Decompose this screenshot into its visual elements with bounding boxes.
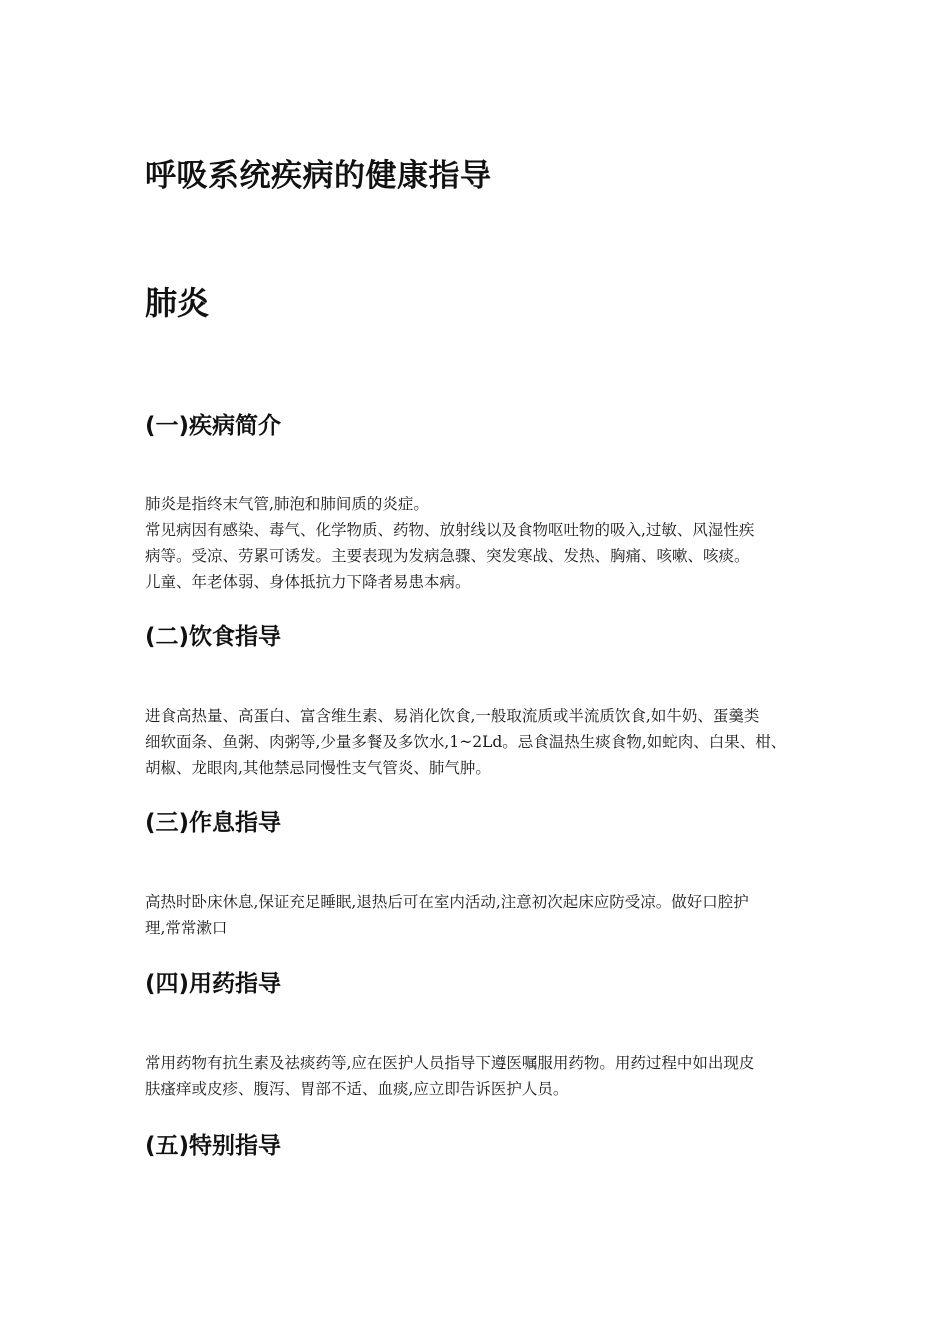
paragraph-line: 胡椒、龙眼肉,其他禁忌同慢性支气管炎、肺气肿。 (145, 759, 491, 777)
paragraph-medication-guidance (145, 1050, 825, 1102)
paragraph-line: 儿童、年老体弱、身体抵抗力下降者易患本病。 (145, 573, 471, 591)
paragraph-line: 进食高热量、高蛋白、富含维生素、易消化饮食,一般取流质或半流质饮食,如牛奶、蛋羹类 (145, 707, 760, 725)
document-title: 呼吸系统疾病的健康指导 (145, 158, 492, 194)
paragraph-disease-intro (145, 491, 825, 595)
paragraph-line: 常见病因有感染、毒气、化学物质、药物、放射线以及食物呕吐物的吸入,过敏、风湿性疾 (145, 521, 755, 539)
paragraph-line: 细软面条、鱼粥、肉粥等,少量多餐及多饮水,1~2Ld。忌食温热生痰食物,如蛇肉、白果、柑、 (145, 733, 787, 751)
paragraph-rest-guidance (145, 889, 825, 941)
paragraph-line: 高热时卧床休息,保证充足睡眠,退热后可在室内活动,注意初次起床应防受凉。做好口腔护 (145, 893, 749, 911)
heading-rest-guidance: (三)作息指导 (145, 810, 282, 836)
section-title: 肺炎 (145, 284, 210, 322)
paragraph-line: 肤瘙痒或皮疹、腹泻、胃部不适、血痰,应立即告诉医护人员。 (145, 1080, 569, 1098)
heading-disease-intro: (一)疾病简介 (145, 413, 282, 439)
paragraph-line: 理,常常漱口 (145, 919, 228, 937)
paragraph-line: 常用药物有抗生素及祛痰药等,应在医护人员指导下遵医嘱服用药物。用药过程中如出现皮 (145, 1054, 755, 1072)
heading-diet-guidance: (二)饮食指导 (145, 624, 282, 650)
paragraph-line: 病等。受凉、劳累可诱发。主要表现为发病急骤、突发寒战、发热、胸痛、咳嗽、咳痰。 (145, 547, 750, 565)
paragraph-diet-guidance (145, 703, 825, 781)
heading-medication-guidance: (四)用药指导 (145, 971, 282, 997)
heading-special-guidance: (五)特别指导 (145, 1133, 282, 1159)
paragraph-line: 肺炎是指终末气管,肺泡和肺间质的炎症。 (145, 495, 429, 513)
